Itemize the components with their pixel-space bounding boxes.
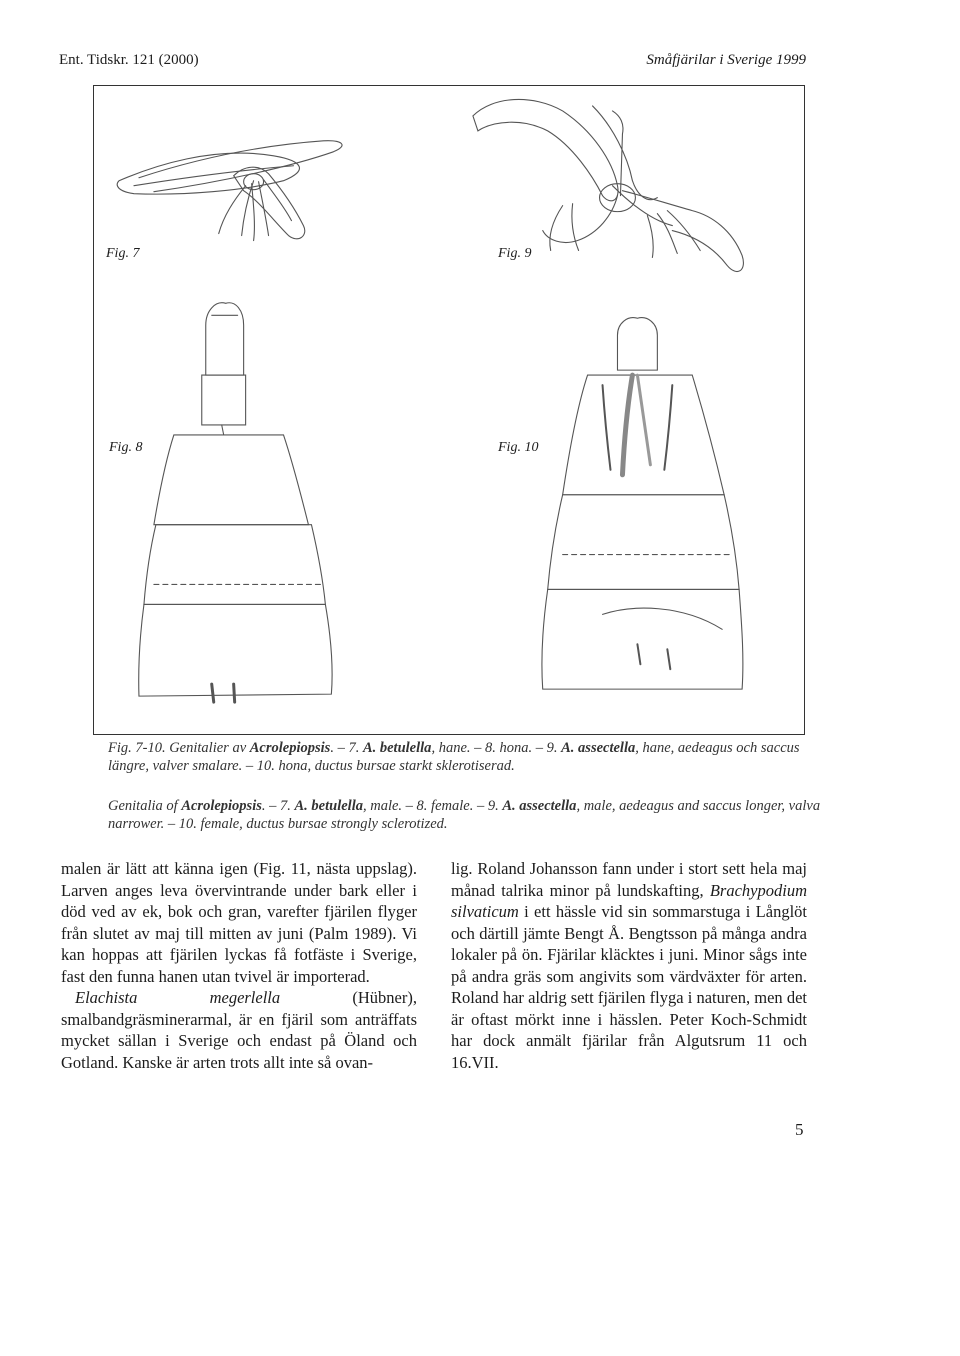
caption-en-species-1: A. betulella [294, 798, 363, 814]
species-name: Elachista megerlella [75, 988, 281, 1007]
caption-sv-species-2: A. assectella [561, 740, 636, 756]
fig9-label: Fig. 9 [498, 246, 532, 261]
caption-swedish [108, 739, 828, 775]
body-text: lig. Roland Johansson fann under i stort sett hela maj månad talrika minor på lundskafting, [451, 859, 807, 900]
body-paragraph: malen är lätt att känna igen (Fig. 11, nästa uppslag). Larven anges leva övervintrande under bark eller i död ved av ek, bok och gran, varefter fjärilen flyger från slutet av maj till mitten av juni (Palm 1989). Vi kan hoppas att fjärilen lyckas få fotfäste i Sverige, fast den funna hanen utan tvivel är importerad. [61, 859, 417, 986]
species-name: Brachypodium silvaticum [451, 880, 807, 921]
fig8-drawing [139, 303, 332, 702]
fig10-label: Fig. 10 [498, 440, 539, 455]
caption-sv-text-4: , hane, aedeagus och saccus längre, valver smalare. – 10. hona, ductus bursae starkt sklerotiserad. [108, 740, 800, 774]
fig10-drawing [542, 318, 743, 689]
caption-en-text-1: Genitalia of [108, 798, 182, 814]
page-number: 5 [795, 1120, 804, 1139]
caption-en-text-2: . – 7. [261, 798, 295, 814]
fig7-drawing [117, 141, 342, 241]
caption-en-text-3: , male. – 8. female. – 9. [362, 798, 503, 814]
body-column-left [61, 858, 417, 1073]
body-column-right [451, 858, 807, 1073]
journal-header: Ent. Tidskr. 121 (2000) [59, 52, 199, 68]
body-text: i ett hässle vid sin sommarstuga i Långlöt och därtill jämte Bengt Å. Bengtsson på många andra lokaler på ön. Fjärilar kläcktes i juni. Minor sågs inte på andra gräs som angivits som värdväxter för arten. Roland har aldrig sett fjärilen flyga i naturen, men det är oftast mörkt inne i hässlen. Peter Koch-Schmidt har dock anmält fjärilar från Algutsrum 11 och 16.VII. [451, 902, 807, 1072]
caption-english [108, 797, 828, 833]
caption-en-species-2: A. assectella [502, 798, 577, 814]
figure-panel [93, 85, 805, 735]
caption-sv-species-1: A. betulella [362, 740, 432, 756]
genitalia-drawings [94, 86, 804, 734]
caption-sv-text-3: , hane. – 8. hona. – 9. [431, 740, 562, 756]
caption-sv-text-2: . – 7. [330, 740, 363, 756]
body-text: (Hübner), smalbandgräsminerarmal, är en fjäril som anträffats mycket sällan i Sverige och endast på Öland och Gotland. Kanske är arten trots allt inte så ovan- [61, 988, 417, 1072]
fig8-label: Fig. 8 [109, 440, 143, 455]
body-paragraph [451, 858, 807, 1073]
fig7-label: Fig. 7 [106, 246, 140, 261]
caption-sv-genus: Acrolepiopsis [249, 740, 331, 756]
caption-sv-text-1: Fig. 7-10. Genitalier av [108, 740, 250, 756]
body-paragraph [61, 987, 417, 1073]
article-title-header: Småfjärilar i Sverige 1999 [646, 52, 806, 68]
caption-en-genus: Acrolepiopsis [181, 798, 262, 814]
caption-en-text-4: , male, aedeagus and saccus longer, valva narrower. – 10. female, ductus bursae strongly sclerotized. [108, 798, 821, 832]
